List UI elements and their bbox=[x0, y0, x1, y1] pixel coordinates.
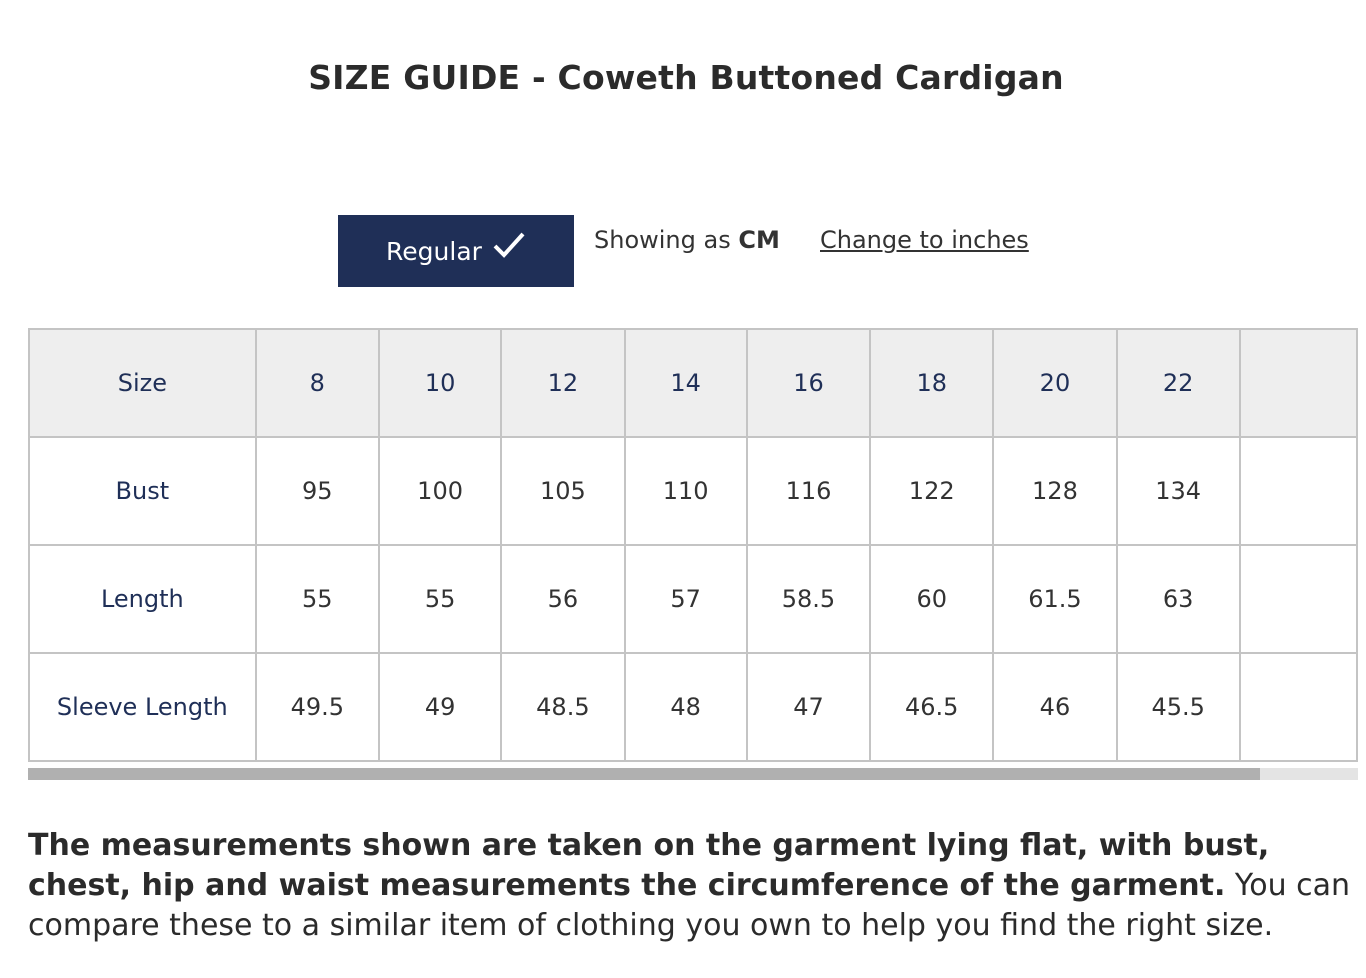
measurement-cell: 48.5 bbox=[501, 653, 624, 761]
measurement-cell: 55 bbox=[379, 545, 501, 653]
size-header: 14 bbox=[625, 329, 747, 437]
measurement-cell: 60 bbox=[870, 545, 993, 653]
measurement-cell: 49.5 bbox=[256, 653, 379, 761]
units-status bbox=[594, 226, 780, 254]
page-title: SIZE GUIDE - Coweth Buttoned Cardigan bbox=[308, 58, 1064, 97]
hidden-column-cell bbox=[1240, 545, 1357, 653]
measurement-cell: 46 bbox=[993, 653, 1116, 761]
measurement-cell: 128 bbox=[993, 437, 1116, 545]
measurement-cell: 110 bbox=[625, 437, 747, 545]
row-label: Length bbox=[29, 545, 256, 653]
table-row bbox=[29, 545, 1357, 653]
measurement-cell: 49 bbox=[379, 653, 501, 761]
measurement-cell: 63 bbox=[1117, 545, 1240, 653]
header-row bbox=[29, 329, 1357, 437]
size-table-container[interactable] bbox=[28, 328, 1358, 762]
measurement-cell: 95 bbox=[256, 437, 379, 545]
size-header: 8 bbox=[256, 329, 379, 437]
measurement-note bbox=[28, 826, 1358, 946]
note-regular: You can compare these to a similar item of clothing you own to help you find the right size. bbox=[28, 868, 1351, 943]
measurement-cell: 100 bbox=[379, 437, 501, 545]
measurement-cell: 48 bbox=[625, 653, 747, 761]
measurement-cell: 56 bbox=[501, 545, 624, 653]
measurement-cell: 57 bbox=[625, 545, 747, 653]
size-header: 22 bbox=[1117, 329, 1240, 437]
hidden-column-header bbox=[1240, 329, 1357, 437]
horizontal-scrollbar[interactable] bbox=[28, 768, 1358, 780]
measurement-cell: 55 bbox=[256, 545, 379, 653]
regular-label: Regular bbox=[386, 236, 482, 266]
measurement-cell: 105 bbox=[501, 437, 624, 545]
size-header: 20 bbox=[993, 329, 1116, 437]
size-header: 18 bbox=[870, 329, 993, 437]
size-header: 10 bbox=[379, 329, 501, 437]
check-icon bbox=[492, 231, 526, 259]
hidden-column-cell bbox=[1240, 437, 1357, 545]
regular-fit-button[interactable] bbox=[338, 215, 574, 287]
table-row bbox=[29, 653, 1357, 761]
row-label: Bust bbox=[29, 437, 256, 545]
measurement-cell: 134 bbox=[1117, 437, 1240, 545]
change-units-link[interactable]: Change to inches bbox=[820, 226, 1029, 254]
measurement-cell: 46.5 bbox=[870, 653, 993, 761]
measurement-cell: 45.5 bbox=[1117, 653, 1240, 761]
note-bold: The measurements shown are taken on the garment lying flat, with bust, chest, hip and waist measurements the circumference of the garment. bbox=[28, 828, 1270, 903]
scrollbar-thumb[interactable] bbox=[28, 768, 1260, 780]
hidden-column-cell bbox=[1240, 653, 1357, 761]
size-header: 12 bbox=[501, 329, 624, 437]
size-table bbox=[28, 328, 1358, 762]
size-header: 16 bbox=[747, 329, 870, 437]
measurement-cell: 122 bbox=[870, 437, 993, 545]
measurement-cell: 116 bbox=[747, 437, 870, 545]
measurement-cell: 58.5 bbox=[747, 545, 870, 653]
measurement-cell: 47 bbox=[747, 653, 870, 761]
units-prefix: Showing as bbox=[594, 226, 731, 254]
measurement-cell: 61.5 bbox=[993, 545, 1116, 653]
table-row bbox=[29, 437, 1357, 545]
row-label: Sleeve Length bbox=[29, 653, 256, 761]
units-value: CM bbox=[738, 226, 780, 254]
size-label-header: Size bbox=[29, 329, 256, 437]
